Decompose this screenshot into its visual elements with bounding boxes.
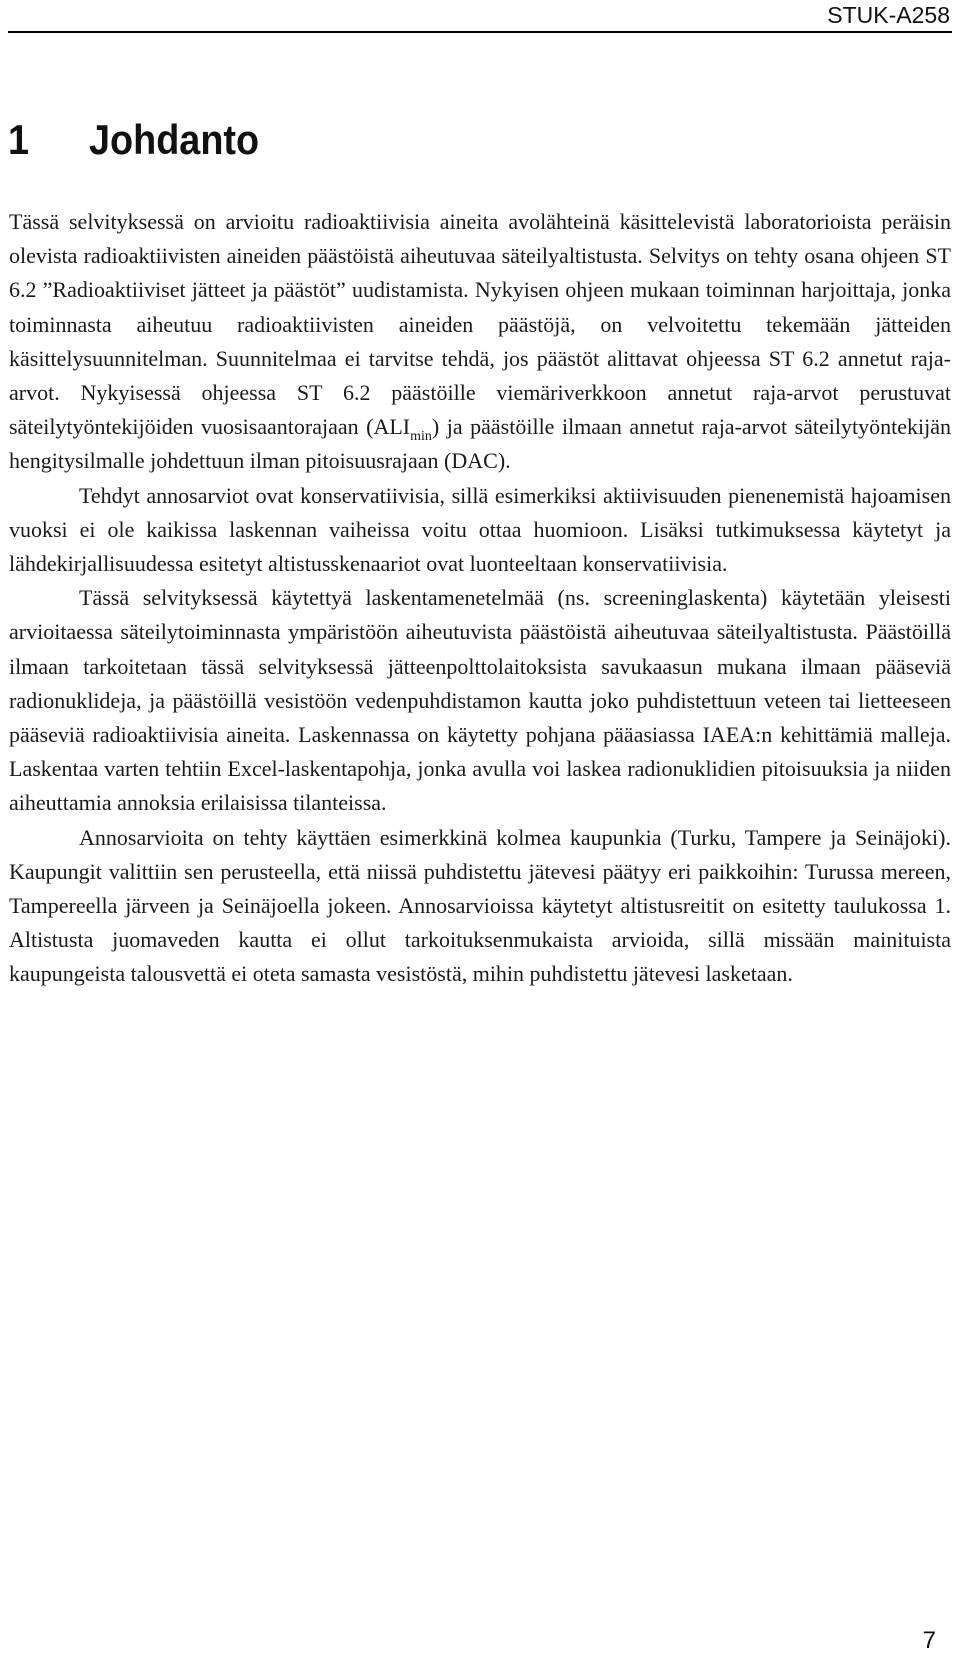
chapter-title	[8, 115, 259, 165]
paragraph-1	[9, 205, 951, 479]
page-number: 7	[922, 1627, 936, 1654]
ali-subscript: min	[410, 429, 432, 445]
paragraph-3: Tässä selvityksessä käytettyä laskentamenetelmää (ns. screeninglaskenta) käytetään yleisesti arvioitaessa säteilytoiminnasta ympäristöön aiheutuvista päästöistä aiheutuvaa säteilyaltistusta. Päästöillä ilmaan tarkoitetaan tässä selvityksessä jätteenpolttolaitoksista savukaasun mukana ilmaan pääseviä radionuklideja, ja päästöillä vesistöön vedenpuhdistamon kautta joko puhdistettuun veteen tai lietteeseen pääseviä radioaktiivisia aineita. Laskennassa on käytetty pohjana pääasiassa IAEA:n kehittämiä malleja. Laskentaa varten tehtiin Excel-laskentapohja, jonka avulla voi laskea radionuklidien pitoisuuksia ja niiden aiheuttamia annoksia erilaisissa tilanteissa.	[9, 585, 951, 816]
paragraph-1-text-a: Tässä selvityksessä on arvioitu radioaktiivisia aineita avolähteinä käsittelevistä laboratorioista peräisin olevista radioaktiivisten aineiden päästöistä aiheutuvaa säteilyaltistusta. Selvitys on tehty osana ohjeen ST 6.2 ”Radioaktiiviset jätteet ja päästöt” uudistamista. Nykyisen ohjeen mukaan toiminnan harjoittaja, jonka toiminnasta aiheutuu radioaktiivisten aineiden päästöjä, on velvoitettu tekemään jätteiden käsittelysuunnitelman. Suunnitelmaa ei tarvitse tehdä, jos päästöt alittavat ohjeessa ST 6.2 annetut raja-arvot. Nykyisessä ohjeessa ST 6.2 päästöille viemäriverkkoon annetut raja-arvot perustuvat säteilytyöntekijöiden vuosisaantorajaan (ALI	[9, 209, 951, 440]
paragraph-4: Annosarvioita on tehty käyttäen esimerkkinä kolmea kaupunkia (Turku, Tampere ja Seinäjoki). Kaupungit valittiin sen perusteella, että niissä puhdistettu jätevesi päätyy eri paikkoihin: Turussa mereen, Tampereella järveen ja Seinäjoella jokeen. Annosarvioissa käytetyt altistusreitit on esitetty taulukossa 1. Altistusta juomaveden kautta ei ollut tarkoituksenmukaista arvioida, sillä missään mainituista kaupungeista talousvettä ei oteta samasta vesistöstä, mihin puhdistettu jätevesi lasketaan.	[9, 824, 951, 987]
chapter-number: 1	[8, 116, 30, 163]
series-label: STUK-A258	[827, 2, 950, 28]
paragraph-2: Tehdyt annosarviot ovat konservatiivisia, sillä esimerkiksi aktiivisuuden pienenemistä hajoamisen vuoksi ei ole kaikissa laskennan vaiheissa voitu ottaa huomioon. Lisäksi tutkimuksessa käytetyt ja lähdekirjallisuudessa esitetyt altistusskenaariot ovat luonteeltaan konservatiivisia.	[9, 482, 951, 577]
chapter-title-text: Johdanto	[89, 116, 260, 163]
page-header	[8, 0, 952, 33]
paragraph-1-text-b: ) ja päästöille ilmaan annetut raja-arvot säteilytyöntekijän hengitysilmalle johdettuun ilman pitoisuusrajaan (DAC).	[9, 414, 952, 474]
body-text	[9, 205, 951, 992]
